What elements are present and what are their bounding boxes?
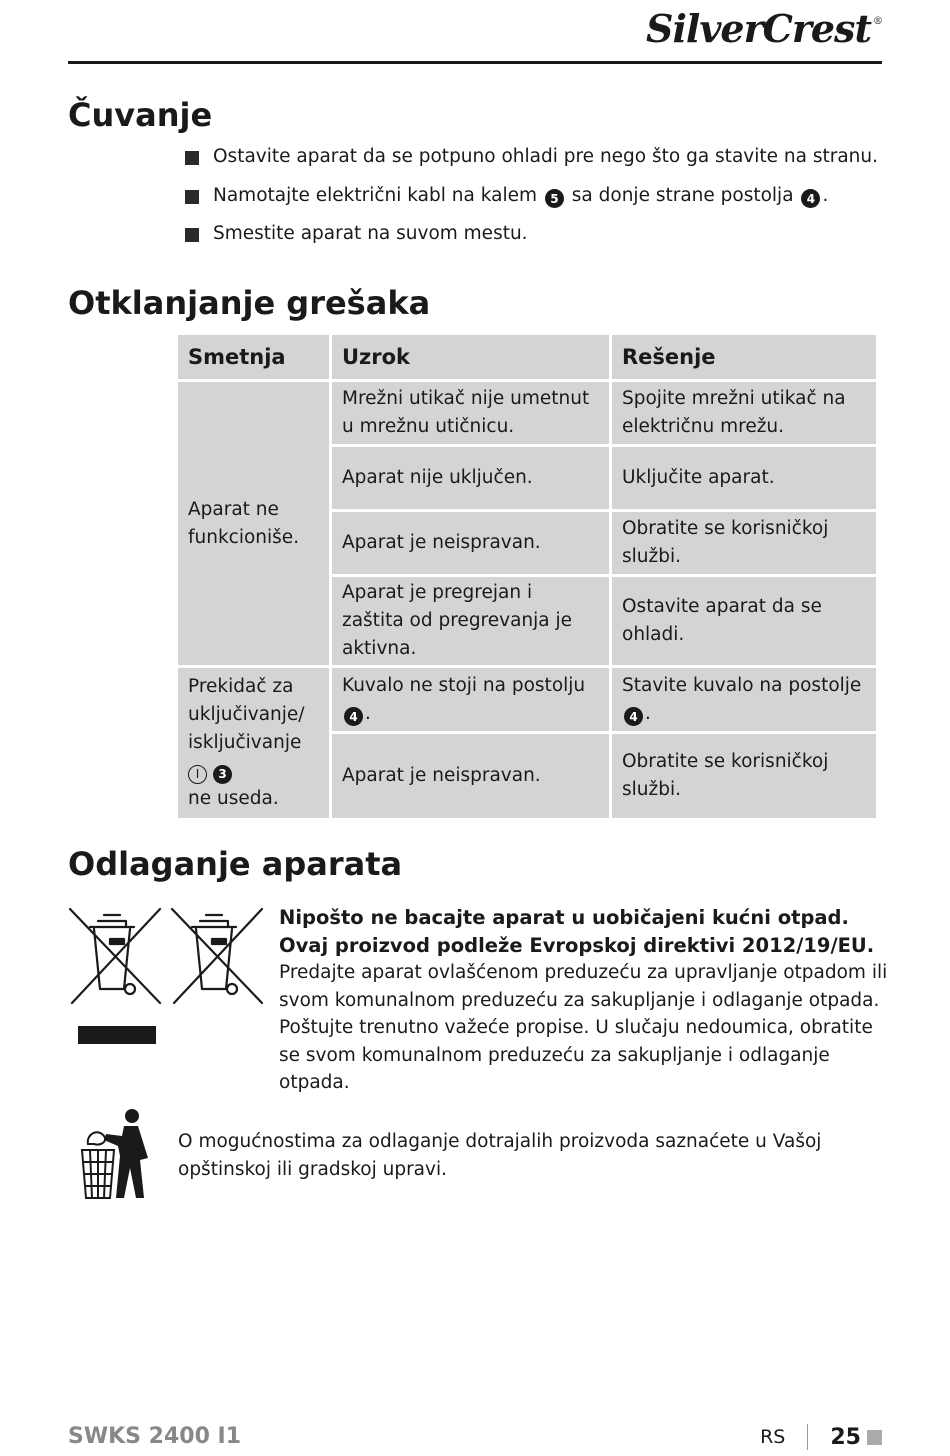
person-trash-icon: [78, 1106, 158, 1202]
problem-cell: Prekidač za uključivanje/ isključivanje I 3 ne useda.: [178, 668, 329, 818]
solution-cell: Stavite kuvalo na postolje 4 .: [612, 668, 876, 731]
solution-cell: Obratite se korisničkoj službi.: [612, 512, 876, 574]
reference-number-icon: 4: [624, 707, 643, 726]
table-row: [178, 382, 876, 444]
solution-cell: Spojite mrežni utikač na električnu mrežu.: [612, 382, 876, 444]
reference-number-icon: 4: [801, 189, 820, 208]
disposal-directive: Ovaj proizvod podleže Evropskoj direktivi 2012/19/EU.: [279, 933, 875, 957]
solution-cell: Uključite aparat.: [612, 447, 876, 509]
table-row: [178, 668, 876, 731]
header-cause: Uzrok: [332, 335, 609, 379]
disposal-warning: Nipošto ne bacajte aparat u uobičajeni kućni otpad.: [279, 906, 849, 929]
crossed-out-bin-icon: [68, 905, 268, 1050]
cause-cell: Mrežni utikač nije umetnut u mrežnu utičnicu.: [332, 382, 609, 444]
problem-cell: Aparat ne funkcioniše.: [178, 382, 329, 665]
disposal-heading: Odlaganje aparata: [68, 845, 403, 883]
footer-pagination: [760, 1424, 882, 1450]
storage-list: [185, 146, 878, 262]
bullet-square-icon: [185, 190, 199, 204]
cause-cell: Aparat nije uključen.: [332, 447, 609, 509]
storage-heading: Čuvanje: [68, 96, 213, 134]
header-problem: Smetnja: [178, 335, 329, 379]
list-item: Ostavite aparat da se potpuno ohladi pre nego što ga stavite na stranu.: [185, 146, 878, 185]
reference-number-icon: 3: [213, 765, 232, 784]
bullet-square-icon: [185, 151, 199, 165]
list-item: Smestite aparat na suvom mestu.: [185, 223, 878, 262]
footer-language: RS: [760, 1426, 786, 1448]
disposal-body: Predajte aparat ovlašćenom preduzeću za upravljanje otpadom ili svom komunalnom preduzeću za sakupljanje i odlaganje otpada. Poštujte trenutno važeće propise. U slučaju nedoumica, obratite se svom komunalnom preduzeću za sakupljanje i odlaganje otpada.: [279, 962, 888, 1093]
footer-square-icon: [867, 1430, 882, 1445]
cause-cell: Aparat je neispravan.: [332, 512, 609, 574]
header-solution: Rešenje: [612, 335, 876, 379]
table-header-row: [178, 335, 876, 379]
bullet-square-icon: [185, 228, 199, 242]
disposal-info: O mogućnostima za odlaganje dotrajalih proizvoda saznaćete u Vašoj opštinskoj ili gradskoj upravi.: [178, 1131, 822, 1180]
reference-number-icon: 5: [545, 189, 564, 208]
reference-number-icon: 4: [344, 707, 363, 726]
cause-cell: Kuvalo ne stoji na postolju 4 .: [332, 668, 609, 731]
solution-cell: Ostavite aparat da se ohladi.: [612, 577, 876, 665]
power-switch-icon: I: [188, 765, 207, 784]
footer-divider: [807, 1424, 808, 1450]
page-number: 25: [830, 1424, 861, 1450]
troubleshooting-table: [175, 332, 879, 821]
footer-model: SWKS 2400 I1: [68, 1424, 242, 1449]
list-item: Namotajte električni kabl na kalem 5 sa donje strane postolja 4 .: [185, 185, 878, 224]
solution-cell: Obratite se korisničkoj službi.: [612, 734, 876, 818]
troubleshooting-heading: Otklanjanje grešaka: [68, 284, 431, 322]
header-rule: [68, 61, 882, 64]
cause-cell: Aparat je pregrejan i zaštita od pregrevanja je aktivna.: [332, 577, 609, 665]
brand-logo: SilverCrest ®: [646, 6, 882, 51]
disposal-text: [279, 904, 889, 1097]
cause-cell: Aparat je neispravan.: [332, 734, 609, 818]
